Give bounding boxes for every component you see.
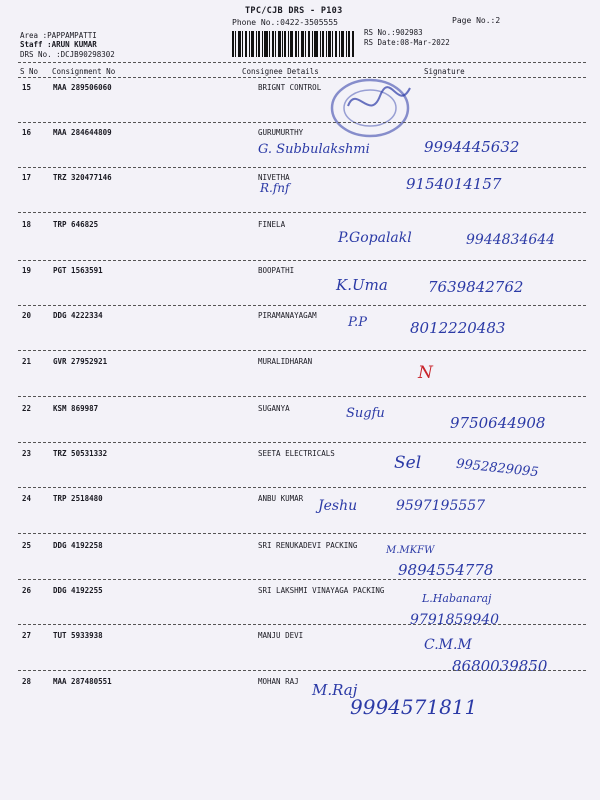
divider [18, 260, 586, 261]
row-consignment: TRZ 320477146 [53, 173, 112, 182]
row-consignee: NIVETHA [258, 173, 290, 182]
table-row [0, 220, 600, 264]
barcode-image [232, 31, 354, 57]
row-consignment: GVR 27952921 [53, 357, 108, 366]
row-phone: 8680039850 [452, 657, 548, 675]
divider [18, 579, 586, 580]
row-consignment: MAA 284644809 [53, 128, 112, 137]
divider [18, 77, 586, 78]
divider [18, 396, 586, 397]
row-signature: N [418, 363, 433, 383]
row-phone: 9994445632 [424, 138, 520, 156]
area-label: Area :PAPPAMPATTI [20, 31, 97, 40]
row-phone: 9994571811 [350, 695, 478, 719]
row-phone: 9597195557 [396, 498, 486, 514]
row-phone: 9750644908 [450, 414, 546, 432]
row-consignment: TRZ 50531332 [53, 449, 108, 458]
col-header-sno: S No [20, 67, 39, 76]
row-sno: 16 [22, 128, 32, 137]
row-consignment: TUT 5933938 [53, 631, 103, 640]
row-consignee: SRI LAKSHMI VINAYAGA PACKING [258, 586, 385, 595]
row-consignee: BOOPATHI [258, 266, 295, 275]
row-signature: P.P [348, 315, 367, 330]
row-consignee: SUGANYA [258, 404, 290, 413]
row-phone: 9154014157 [406, 175, 502, 193]
row-sno: 17 [22, 173, 32, 182]
row-consignment: PGT 1563591 [53, 266, 103, 275]
sheet-title: TPC/CJB DRS - P103 [245, 6, 343, 16]
divider [18, 122, 586, 123]
row-sno: 18 [22, 220, 32, 229]
row-consignee: FINELA [258, 220, 286, 229]
row-signature: L.Habanaraj [422, 592, 492, 605]
row-sno: 27 [22, 631, 32, 640]
row-sno: 21 [22, 357, 32, 366]
row-phone: 7639842762 [428, 278, 524, 296]
row-consignee: SRI RENUKADEVI PACKING [258, 541, 358, 550]
divider [18, 167, 586, 168]
row-signature: R.fnf [260, 181, 290, 195]
row-consignee: PIRAMANAYAGAM [258, 311, 317, 320]
table-row [0, 83, 600, 127]
row-consignee: BRIGNT CONTROL [258, 83, 322, 92]
divider [18, 670, 586, 671]
divider [18, 624, 586, 625]
row-consignment: DDG 4222334 [53, 311, 103, 320]
row-consignment: DDG 4192258 [53, 541, 103, 550]
divider [18, 212, 586, 213]
col-header-signature: Signature [424, 67, 465, 76]
row-phone: 9894554778 [398, 561, 494, 579]
row-signature: M.Raj [312, 681, 358, 699]
row-sno: 23 [22, 449, 32, 458]
col-header-consignment: Consignment No [52, 67, 116, 76]
row-sno: 25 [22, 541, 32, 550]
divider [18, 62, 586, 63]
row-consignee: ANBU KUMAR [258, 494, 304, 503]
row-phone: 8012220483 [410, 319, 506, 337]
divider [18, 487, 586, 488]
table-row [0, 311, 600, 355]
divider [18, 305, 586, 306]
row-consignee: MURALIDHARAN [258, 357, 313, 366]
row-consignment: TRP 2518480 [53, 494, 103, 503]
page-number: Page No.:2 [452, 16, 501, 25]
table-row [0, 266, 600, 310]
divider [18, 442, 586, 443]
row-signature: M.MKFW [386, 545, 435, 556]
row-signature: G. Subbulakshmi [258, 142, 370, 157]
row-sno: 15 [22, 83, 32, 92]
row-consignment: DDG 4192255 [53, 586, 103, 595]
row-sno: 20 [22, 311, 32, 320]
row-signature: Sugfu [346, 406, 385, 421]
row-sno: 28 [22, 677, 32, 686]
table-row [0, 494, 600, 538]
row-consignee: GURUMURTHY [258, 128, 304, 137]
phone-number: Phone No.:0422-3505555 [232, 18, 338, 27]
row-sno: 22 [22, 404, 32, 413]
row-signature: K.Uma [336, 276, 388, 294]
row-consignment: KSM 869987 [53, 404, 99, 413]
row-consignee: MANJU DEVI [258, 631, 304, 640]
staff-label [20, 40, 97, 49]
row-signature: C.M.M [424, 637, 472, 653]
table-row [0, 357, 600, 401]
row-sno: 26 [22, 586, 32, 595]
row-signature: P.Gopalakl [338, 230, 412, 246]
divider [18, 350, 586, 351]
table-row [0, 631, 600, 675]
row-phone: 9944834644 [466, 232, 556, 248]
row-signature: Jeshu [318, 498, 358, 514]
drs-number: DRS No. :DCJB90298302 [20, 50, 115, 59]
row-sno: 19 [22, 266, 32, 275]
row-sno: 24 [22, 494, 32, 503]
staff-caption: Staff [20, 40, 43, 49]
rs-date: RS Date:08-Mar-2022 [364, 38, 450, 47]
row-consignment: MAA 287480551 [53, 677, 112, 686]
table-row [0, 173, 600, 217]
table-row [0, 677, 600, 721]
rs-number: RS No.:902983 [364, 28, 423, 37]
row-phone: 9791859940 [410, 612, 500, 628]
row-consignee: SEETA ELECTRICALS [258, 449, 335, 458]
col-header-consignee: Consignee Details [242, 67, 319, 76]
row-phone: 9952829095 [455, 456, 540, 481]
staff-value: :ARUN KUMAR [47, 40, 97, 49]
table-row [0, 128, 600, 172]
row-signature: Sel [394, 453, 422, 473]
row-consignee: MOHAN RAJ [258, 677, 299, 686]
row-consignment: MAA 289506060 [53, 83, 112, 92]
row-consignment: TRP 646825 [53, 220, 99, 229]
divider [18, 533, 586, 534]
